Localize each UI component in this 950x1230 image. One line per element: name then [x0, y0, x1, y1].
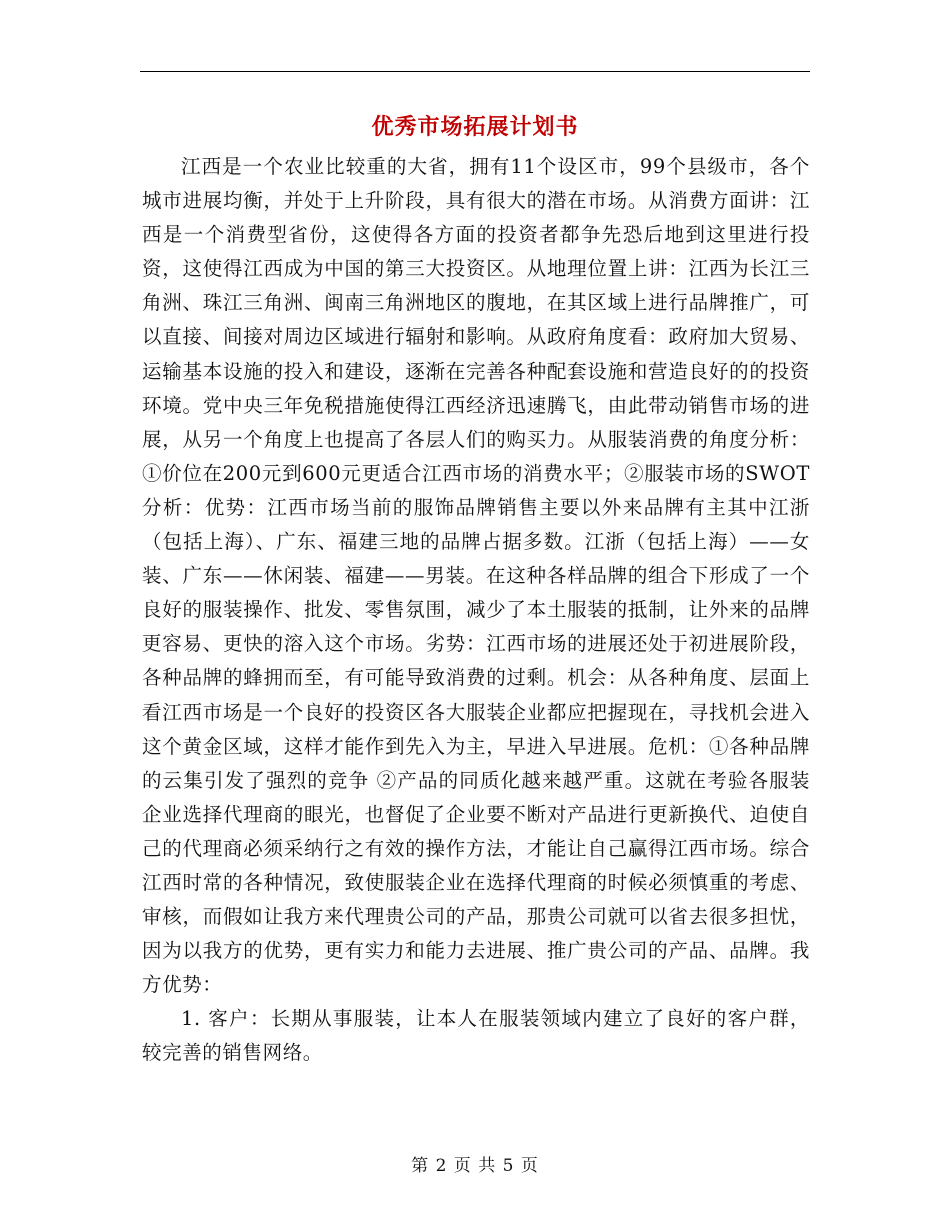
page-mid: 页 共	[453, 1156, 497, 1176]
document-title: 优秀市场拓展计划书	[371, 114, 579, 140]
page-suffix: 页	[520, 1156, 539, 1176]
page-footer	[0, 1154, 950, 1178]
body-paragraph: 江西是一个农业比较重的大省，拥有11个设区市，99个县级市，各个城市进展均衡，并处于上升阶段，具有很大的潜在市场。从消费方面讲：江西是一个消费型省份，这使得各方面的投资者都争先恐后地到这里进行投资，这使得江西成为中国的第三大投资区。从地理位置上讲：江西为长江三角洲、珠江三角洲、闽南三角洲地区的腹地，在其区域上进行品牌推广，可以直接、间接对周边区域进行辐射和影响。从政府角度看：政府加大贸易、运输基本设施的投入和建设，逐渐在完善各种配套设施和营造良好的的投资环境。党中央三年免税措施使得江西经济迅速腾飞，由此带动销售市场的进展，从另一个角度上也提高了各层人们的购买力。从服装消费的角度分析：①价位在200元到600元更适合江西市场的消费水平；②服装市场的SWOT分析：优势：江西市场当前的服饰品牌销售主要以外来品牌有主其中江浙（包括上海）、广东、福建三地的品牌占据多数。江浙（包括上海）——女装、广东——休闲装、福建——男装。在这种各样品牌的组合下形成了一个良好的服装操作、批发、零售氛围，减少了本土服装的抵制，让外来的品牌更容易、更快的溶入这个市场。劣势：江西市场的进展还处于初进展阶段，各种品牌的蜂拥而至，有可能导致消费的过剩。机会：从各种角度、层面上看江西市场是一个良好的投资区各大服装企业都应把握现在，寻找机会进入这个黄金区域，这样才能作到先入为主，早进入早进展。危机：①各种品牌的云集引发了强烈的竞争 ②产品的同质化越来越严重。这就在考验各服装企业选择代理商的眼光，也督促了企业要不断对产品进行更新换代、迫使自己的代理商必须采纳行之有效的操作方法，才能让自己赢得江西市场。综合江西时常的各种情况，致使服装企业在选择代理商的时候必须慎重的考虑、审核，而假如让我方来代理贵公司的产品，那贵公司就可以省去很多担忧，因为以我方的优势，更有实力和能力去进展、推广贵公司的产品、品牌。我方优势：	[142, 155, 810, 997]
list-item: 1. 客户：长期从事服装，让本人在服装领域内建立了良好的客户群，较完善的销售网络。	[142, 1007, 810, 1065]
page-number: 2	[435, 1156, 448, 1176]
page-prefix: 第	[411, 1156, 430, 1176]
page-total: 5	[502, 1156, 515, 1176]
document-body	[142, 150, 810, 1071]
header-rule	[140, 71, 810, 72]
